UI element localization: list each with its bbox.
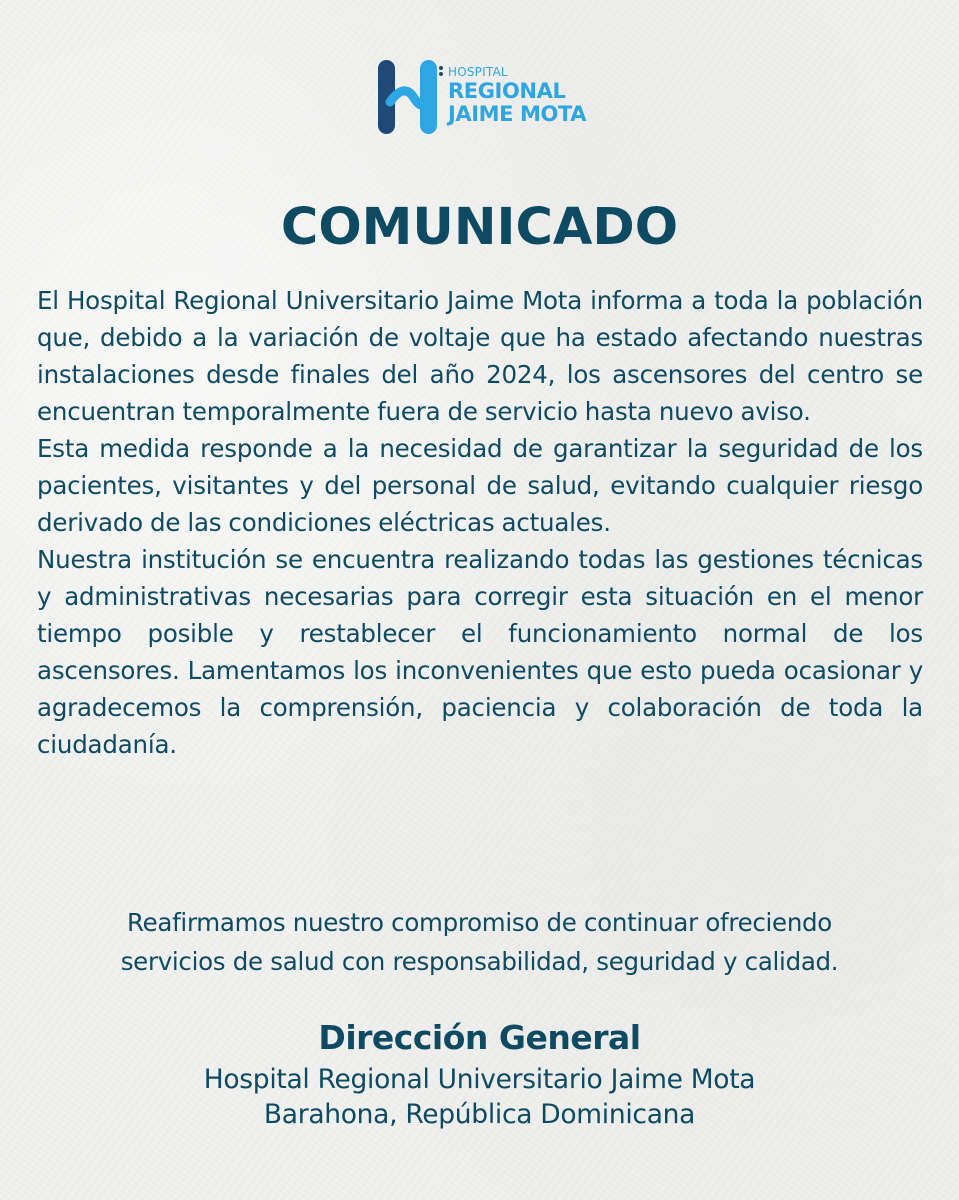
hospital-h-logo-icon bbox=[376, 58, 444, 138]
logo-regional-text: REGIONAL bbox=[448, 79, 566, 103]
logo-name-text: JAIME MOTA bbox=[448, 102, 587, 126]
paragraph-2: Esta medida responde a la necesidad de garantizar la seguridad de los pacientes, visitantes y del personal de salud, evitando cualquier riesgo derivado de las condiciones eléctricas actuales. bbox=[37, 434, 923, 537]
signature-location: Barahona, República Dominicana bbox=[263, 1099, 696, 1130]
closing-line-1: Reafirmamos nuestro compromiso de continuar ofreciendo bbox=[127, 908, 832, 937]
logo-wordmark bbox=[448, 66, 586, 126]
signature-title: Dirección General bbox=[318, 1018, 641, 1057]
page-title: COMUNICADO bbox=[280, 198, 679, 257]
signature-block bbox=[0, 1014, 959, 1132]
closing-line-2: servicios de salud con responsabilidad, seguridad y calidad. bbox=[120, 947, 839, 976]
announcement-body bbox=[37, 282, 923, 763]
closing-statement bbox=[0, 903, 959, 981]
signature-institution: Hospital Regional Universitario Jaime Mota bbox=[203, 1064, 756, 1095]
paragraph-1: El Hospital Regional Universitario Jaime Mota informa a toda la población que, debido a la variación de voltaje que ha estado afectando nuestras instalaciones desde finales del año 2024, los ascensores del centro se encuentran temporalmente fuera de servicio hasta nuevo aviso. bbox=[37, 286, 923, 426]
logo-hospital-text: HOSPITAL bbox=[448, 65, 508, 79]
paragraph-3: Nuestra institución se encuentra realizando todas las gestiones técnicas y administrativas necesarias para corregir esta situación en el menor tiempo posible y restablecer el funcionamiento normal de los ascensores. Lamentamos los inconvenientes que esto pueda ocasionar y agradecemos la comprensión, paciencia y colaboración de toda la ciudadanía. bbox=[37, 545, 923, 759]
hospital-logo bbox=[376, 58, 616, 138]
